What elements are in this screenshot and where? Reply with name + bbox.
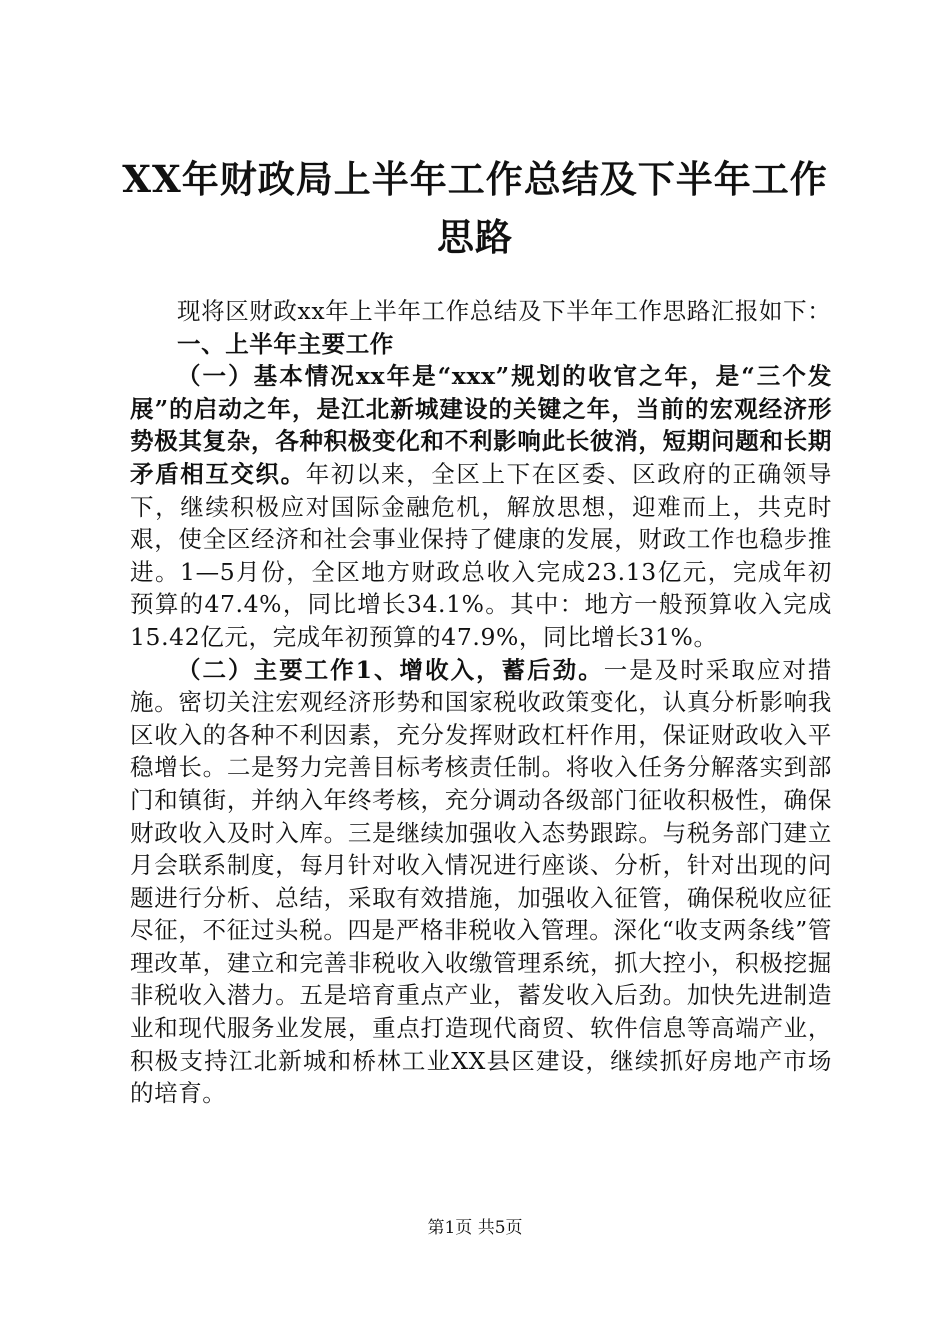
document-title: XX年财政局上半年工作总结及下半年工作思路 [122,157,828,259]
main-work-text: 一是及时采取应对措施。密切关注宏观经济形势和国家税收政策变化，认真分析影响我区收入的各种不利因素，充分发挥财政杠杆作用，保证财政收入平稳增长。二是努力完善目标考核责任制。将收入任务分解落实到部门和镇街，并纳入年终考核，充分调动各级部门征收积极性，确保财政收入及时入库。三是继续加强收入态势跟踪。与税务部门建立月会联系制度，每月针对收入情况进行座谈、分析，针对出现的问题进行分析、总结，采取有效措施，加强收入征管，确保税收应征尽征，不征过头税。四是严格非税收入管理。深化“收支两条线”管理改革，建立和完善非税收入收缴管理系统，抓大控小，积极挖掘非税收入潜力。五是培育重点产业，蓄发收入后劲。加快先进制造业和现代服务业发展，重点打造现代商贸、软件信息等高端产业，积极支持江北新城和桥林工业XX县区建设，继续抓好房地产市场的培育。 [130,655,832,1108]
basic-situation-paragraph [130,360,832,653]
section-heading: 一、上半年主要工作 [177,329,394,358]
page-number: 第1页 共5页 [427,1218,523,1238]
main-work-paragraph [130,654,832,1110]
main-work-lead: （二）主要工作1、增收入，蓄后劲。 [177,655,604,684]
basic-situation-lead: （一）基本情况xx年是“xxx”规划的收官之年，是“三个发展”的启动之年，是江北新城建设的关键之年，当前的宏观经济形势极其复杂，各种积极变化和不利影响此长彼消，短期问题和长期矛盾相互交织。 [130,362,832,488]
document-body [130,295,832,1110]
intro-paragraph: 现将区财政xx年上半年工作总结及下半年工作思路汇报如下： [177,297,832,325]
basic-situation-text: 年初以来，全区上下在区委、区政府的正确领导下，继续积极应对国际金融危机，解放思想，迎难而上，共克时艰，使全区经济和社会事业保持了健康的发展，财政工作也稳步推进。1—5月份，全区地方财政总收入完成23.13亿元，完成年初预算的47.4%，同比增长34.1%。其中：地方一般预算收入完成15.42亿元，完成年初预算的47.9%，同比增长31%。 [130,459,832,651]
